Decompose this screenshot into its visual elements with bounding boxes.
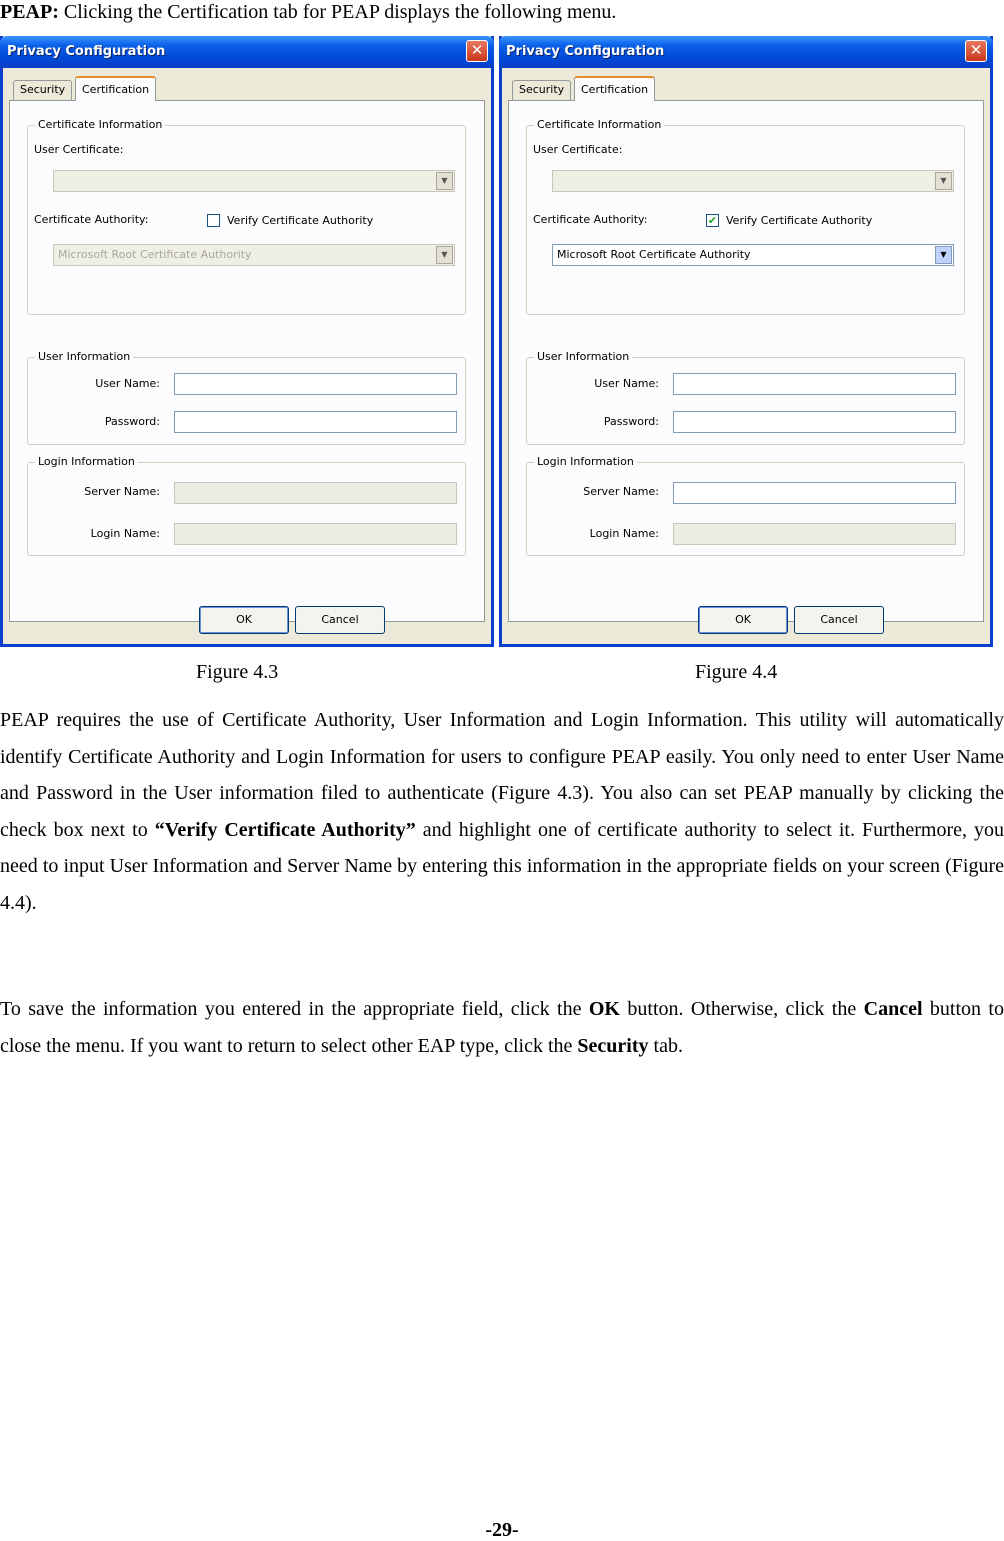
tab-certification[interactable]: Certification: [574, 76, 655, 101]
chevron-down-icon[interactable]: ▼: [935, 246, 952, 264]
cancel-button[interactable]: Cancel: [794, 606, 884, 634]
figure-caption-4-4: Figure 4.4: [695, 661, 778, 683]
title-bar: [499, 36, 993, 68]
group-legend: Certificate Information: [534, 118, 664, 132]
chevron-down-icon[interactable]: ▼: [935, 172, 952, 190]
user-name-input[interactable]: [673, 373, 956, 395]
group-legend: Login Information: [35, 455, 138, 469]
certificate-information-group: [27, 118, 466, 315]
login-name-input[interactable]: [174, 523, 457, 545]
login-information-group: [526, 455, 965, 556]
server-name-label: Server Name:: [583, 485, 659, 498]
certificate-authority-select[interactable]: [53, 244, 455, 266]
cancel-button[interactable]: Cancel: [295, 606, 385, 634]
chevron-down-icon[interactable]: ▼: [436, 246, 453, 264]
tab-security[interactable]: Security: [13, 80, 72, 100]
server-name-input[interactable]: [673, 482, 956, 504]
page-number: -29-: [485, 1519, 519, 1541]
privacy-config-dialog-fig-4-4: [499, 36, 993, 647]
user-information-group: [526, 350, 965, 445]
close-icon[interactable]: ✕: [965, 40, 987, 62]
user-certificate-select[interactable]: [53, 170, 455, 192]
privacy-config-dialog-fig-4-3: [0, 36, 494, 647]
checkmark-icon: ✔: [707, 214, 718, 227]
user-certificate-label: User Certificate:: [34, 143, 124, 156]
title-bar: [0, 36, 494, 68]
verify-ca-label: Verify Certificate Authority: [726, 214, 873, 227]
verify-ca-label: Verify Certificate Authority: [227, 214, 374, 227]
paragraph-save-instructions: [0, 991, 1004, 1064]
ok-button[interactable]: OK: [698, 606, 788, 634]
para2-cancel: Cancel: [863, 998, 923, 1020]
para2-text-d: tab.: [648, 1034, 683, 1057]
group-legend: User Information: [534, 350, 632, 364]
login-name-label: Login Name:: [589, 527, 659, 540]
dialog-title: Privacy Configuration: [506, 44, 665, 59]
password-input[interactable]: [673, 411, 956, 433]
para2-security: Security: [577, 1034, 649, 1057]
tab-security[interactable]: Security: [512, 80, 571, 100]
intro-bold: PEAP:: [0, 1, 59, 23]
server-name-input[interactable]: [174, 482, 457, 504]
certificate-authority-value: Microsoft Root Certificate Authority: [557, 248, 751, 261]
chevron-down-icon[interactable]: ▼: [436, 172, 453, 190]
close-icon[interactable]: ✕: [466, 40, 488, 62]
user-name-input[interactable]: [174, 373, 457, 395]
password-label: Password:: [104, 415, 160, 428]
para1-text-a: PEAP requires the use of Certificate Authority, User Information and Login Information. This utility will automatically identify Certificate Authority and Login Information for users to configure PEAP easily. You only need to enter User Name and Password in the User information filed to authenticate (Figure 4.3). You also can set PEAP manually by clicking the check box next to: [0, 709, 1004, 841]
para1-text-b: and highlight one of certificate authority to select it. Furthermore, you need to input User Information and Server Name by entering this information in the appropriate fields on your screen (Figure 4.4).: [0, 818, 1004, 914]
dialog-title: Privacy Configuration: [7, 44, 166, 59]
verify-ca-checkbox[interactable]: [706, 214, 719, 227]
tab-certification[interactable]: Certification: [75, 76, 156, 101]
para2-text-a: To save the information you entered in the appropriate field, click the: [0, 998, 589, 1020]
para2-text-c: button to close the menu. If you want to return to select other EAP type, click the: [0, 998, 1004, 1057]
certificate-authority-value: Microsoft Root Certificate Authority: [58, 248, 252, 261]
user-certificate-select[interactable]: [552, 170, 954, 192]
server-name-label: Server Name:: [84, 485, 160, 498]
para2-text-b: button. Otherwise, click the: [620, 998, 864, 1020]
certificate-authority-label: Certificate Authority:: [34, 213, 149, 226]
figure-caption-4-3: Figure 4.3: [196, 661, 279, 683]
password-label: Password:: [603, 415, 659, 428]
user-certificate-label: User Certificate:: [533, 143, 623, 156]
para2-ok: OK: [588, 998, 620, 1020]
group-legend: User Information: [35, 350, 133, 364]
login-name-input[interactable]: [673, 523, 956, 545]
certificate-information-group: [526, 118, 965, 315]
user-information-group: [27, 350, 466, 445]
verify-ca-checkbox[interactable]: [207, 214, 220, 227]
tab-panel: [9, 100, 485, 622]
group-legend: Login Information: [534, 455, 637, 469]
certificate-authority-label: Certificate Authority:: [533, 213, 648, 226]
login-information-group: [27, 455, 466, 556]
ok-button[interactable]: OK: [199, 606, 289, 634]
tab-panel: [508, 100, 984, 622]
login-name-label: Login Name:: [90, 527, 160, 540]
para1-bold: “Verify Certificate Authority”: [154, 818, 416, 841]
password-input[interactable]: [174, 411, 457, 433]
certificate-authority-select[interactable]: [552, 244, 954, 266]
intro-text: Clicking the Certification tab for PEAP displays the following menu.: [58, 1, 617, 23]
group-legend: Certificate Information: [35, 118, 165, 132]
intro-line: [0, 0, 616, 24]
user-name-label: User Name:: [594, 377, 659, 390]
user-name-label: User Name:: [95, 377, 160, 390]
paragraph-peap-description: [0, 702, 1004, 922]
